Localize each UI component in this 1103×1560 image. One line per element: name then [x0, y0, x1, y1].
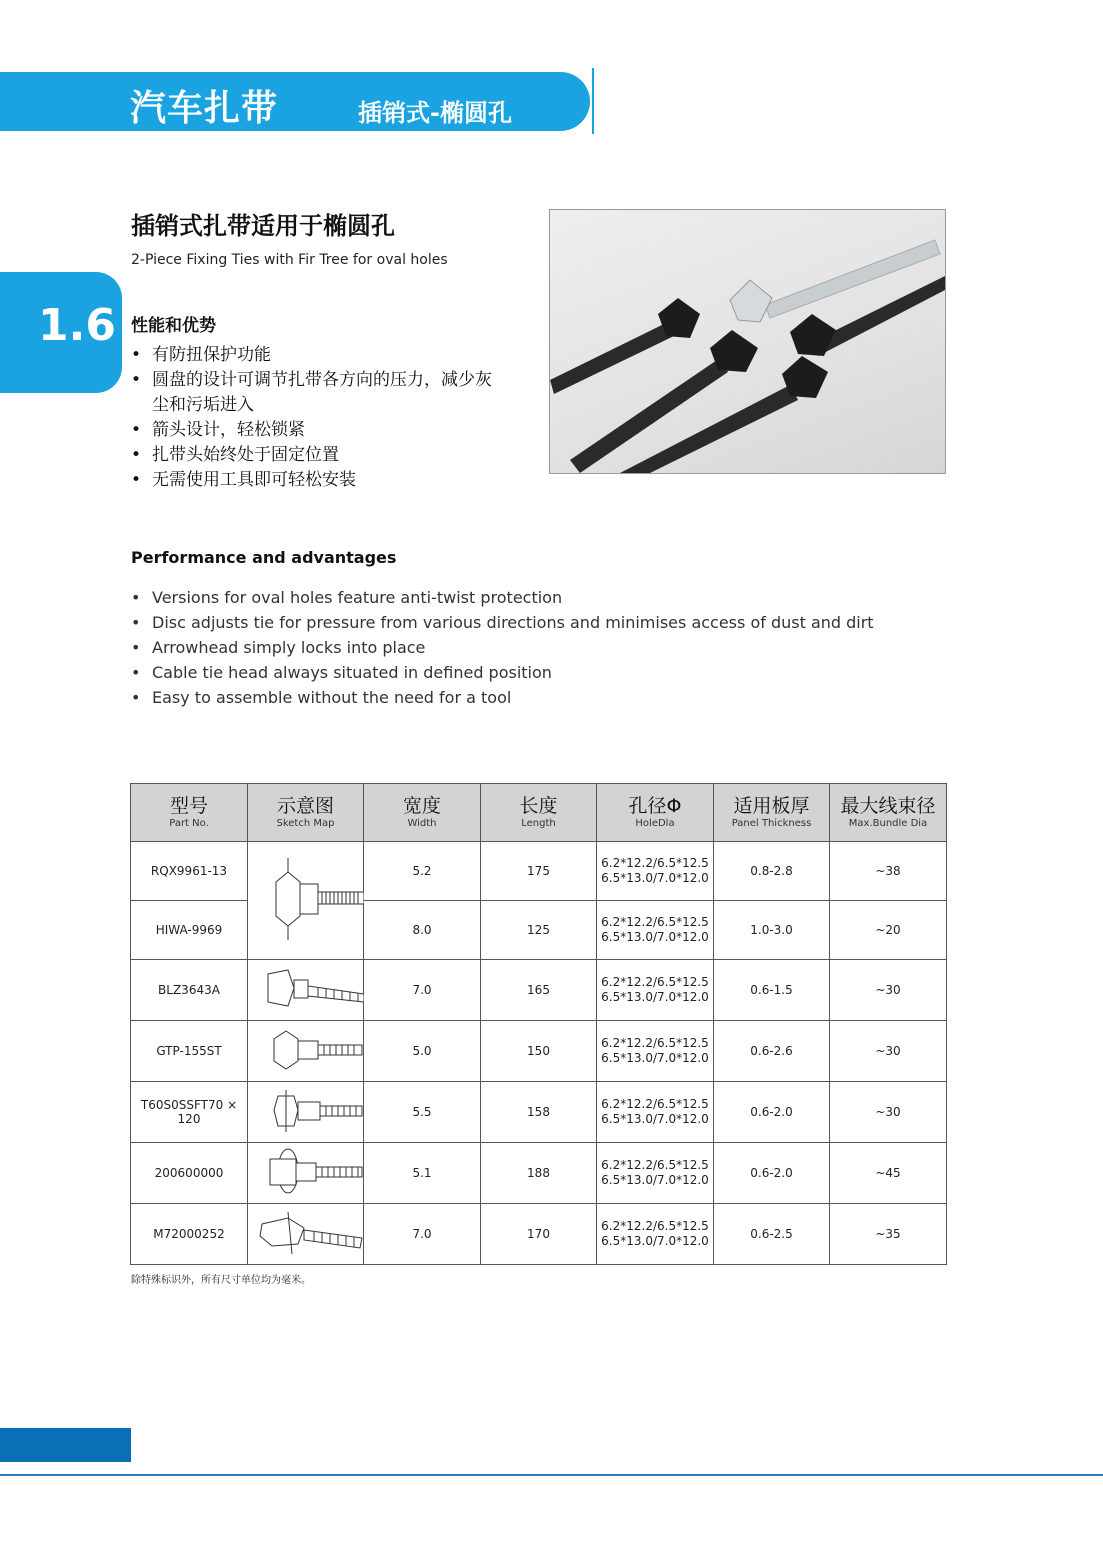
length-cell: 175 [481, 842, 597, 901]
part-no-cell: 200600000 [131, 1143, 248, 1204]
sketch-cell [248, 1204, 364, 1265]
cable-tie-sketch [248, 1021, 364, 1078]
column-header-sketch: 示意图 Sketch Map [248, 784, 364, 842]
cable-ties-illustration [550, 210, 945, 473]
features-list-cn [131, 343, 501, 493]
column-header-panel-thickness: 适用板厚 Panel Thickness [714, 784, 830, 842]
panel-thickness-cell: 0.6-2.5 [714, 1204, 830, 1265]
table-row [131, 1082, 947, 1143]
bundle-dia-cell: ~30 [830, 960, 947, 1021]
width-cell: 5.1 [364, 1143, 481, 1204]
banner-subtitle: 插销式-椭圆孔 [358, 99, 512, 127]
table-row [131, 1021, 947, 1082]
cable-tie-sketch [248, 1082, 364, 1139]
part-no-cell: M72000252 [131, 1204, 248, 1265]
panel-thickness-cell: 0.8-2.8 [714, 842, 830, 901]
width-cell: 5.0 [364, 1021, 481, 1082]
panel-thickness-cell: 0.6-2.0 [714, 1082, 830, 1143]
hole-dia-cell: 6.2*12.2/6.5*12.5 6.5*13.0/7.0*12.0 [597, 960, 714, 1021]
sketch-cell [248, 1021, 364, 1082]
product-heading-en: 2-Piece Fixing Ties with Fir Tree for oval holes [131, 252, 448, 268]
hole-dia-cell: 6.2*12.2/6.5*12.5 6.5*13.0/7.0*12.0 [597, 1021, 714, 1082]
banner-title: 汽车扎带 [130, 88, 279, 129]
product-photo [549, 209, 946, 474]
length-cell: 170 [481, 1204, 597, 1265]
panel-thickness-cell: 0.6-2.6 [714, 1021, 830, 1082]
bundle-dia-cell: ~20 [830, 901, 947, 960]
length-cell: 158 [481, 1082, 597, 1143]
section-number: 1.6 [38, 300, 116, 351]
hole-dia-cell: 6.2*12.2/6.5*12.5 6.5*13.0/7.0*12.0 [597, 1204, 714, 1265]
part-no-cell: RQX9961-13 [131, 842, 248, 901]
table-row [131, 842, 947, 901]
column-header-bundle-dia: 最大线束径 Max.Bundle Dia [830, 784, 947, 842]
product-heading-cn: 插销式扎带适用于椭圆孔 [131, 212, 395, 240]
length-cell: 188 [481, 1143, 597, 1204]
panel-thickness-cell: 1.0-3.0 [714, 901, 830, 960]
bundle-dia-cell: ~30 [830, 1082, 947, 1143]
list-item: • Disc adjusts tie for pressure from various directions and minimises access of dust and dirt [131, 610, 951, 635]
length-cell: 165 [481, 960, 597, 1021]
list-item: • Cable tie head always situated in defined position [131, 660, 951, 685]
footer-block [0, 1428, 131, 1462]
table-row [131, 1204, 947, 1265]
column-header-hole-dia: 孔径Φ HoleDla [597, 784, 714, 842]
list-item: • Easy to assemble without the need for a tool [131, 685, 951, 710]
list-item: • 无需使用工具即可轻松安装 [131, 468, 501, 493]
spec-table [130, 783, 947, 1265]
features-title-en: Performance and advantages [131, 548, 397, 567]
width-cell: 7.0 [364, 960, 481, 1021]
part-no-cell: BLZ3643A [131, 960, 248, 1021]
hole-dia-cell: 6.2*12.2/6.5*12.5 6.5*13.0/7.0*12.0 [597, 842, 714, 901]
cable-tie-sketch [248, 1143, 364, 1200]
table-row [131, 1143, 947, 1204]
hole-dia-cell: 6.2*12.2/6.5*12.5 6.5*13.0/7.0*12.0 [597, 901, 714, 960]
part-no-cell: T60S0SSFT70 × 120 [131, 1082, 248, 1143]
column-header-part-no: 型号 Part No. [131, 784, 248, 842]
sketch-cell [248, 842, 364, 960]
footer-line [0, 1474, 1103, 1476]
list-item: • 扎带头始终处于固定位置 [131, 443, 501, 468]
cable-tie-sketch [248, 960, 364, 1017]
banner-accent-line [592, 68, 594, 134]
width-cell: 8.0 [364, 901, 481, 960]
bundle-dia-cell: ~30 [830, 1021, 947, 1082]
table-row [131, 960, 947, 1021]
features-title-cn: 性能和优势 [131, 316, 216, 336]
hole-dia-cell: 6.2*12.2/6.5*12.5 6.5*13.0/7.0*12.0 [597, 1082, 714, 1143]
sketch-cell [248, 1143, 364, 1204]
footnote: 除特殊标识外，所有尺寸单位均为毫米。 [131, 1275, 311, 1286]
panel-thickness-cell: 0.6-2.0 [714, 1143, 830, 1204]
list-item: • 有防扭保护功能 [131, 343, 501, 368]
list-item: • 圆盘的设计可调节扎带各方向的压力，减少灰尘和污垢进入 [131, 368, 501, 418]
panel-thickness-cell: 0.6-1.5 [714, 960, 830, 1021]
list-item: • Versions for oval holes feature anti-twist protection [131, 585, 951, 610]
bundle-dia-cell: ~45 [830, 1143, 947, 1204]
column-header-length: 长度 Length [481, 784, 597, 842]
bundle-dia-cell: ~38 [830, 842, 947, 901]
sketch-cell [248, 960, 364, 1021]
sketch-cell [248, 1082, 364, 1143]
cable-tie-sketch [248, 1204, 364, 1261]
hole-dia-cell: 6.2*12.2/6.5*12.5 6.5*13.0/7.0*12.0 [597, 1143, 714, 1204]
width-cell: 5.2 [364, 842, 481, 901]
length-cell: 125 [481, 901, 597, 960]
part-no-cell: GTP-155ST [131, 1021, 248, 1082]
bundle-dia-cell: ~35 [830, 1204, 947, 1265]
length-cell: 150 [481, 1021, 597, 1082]
table-header-row [131, 784, 947, 842]
features-list-en [131, 585, 951, 710]
cable-tie-sketch [248, 842, 364, 956]
list-item: • 箭头设计，轻松锁紧 [131, 418, 501, 443]
column-header-width: 宽度 Width [364, 784, 481, 842]
width-cell: 5.5 [364, 1082, 481, 1143]
part-no-cell: HIWA-9969 [131, 901, 248, 960]
width-cell: 7.0 [364, 1204, 481, 1265]
list-item: • Arrowhead simply locks into place [131, 635, 951, 660]
